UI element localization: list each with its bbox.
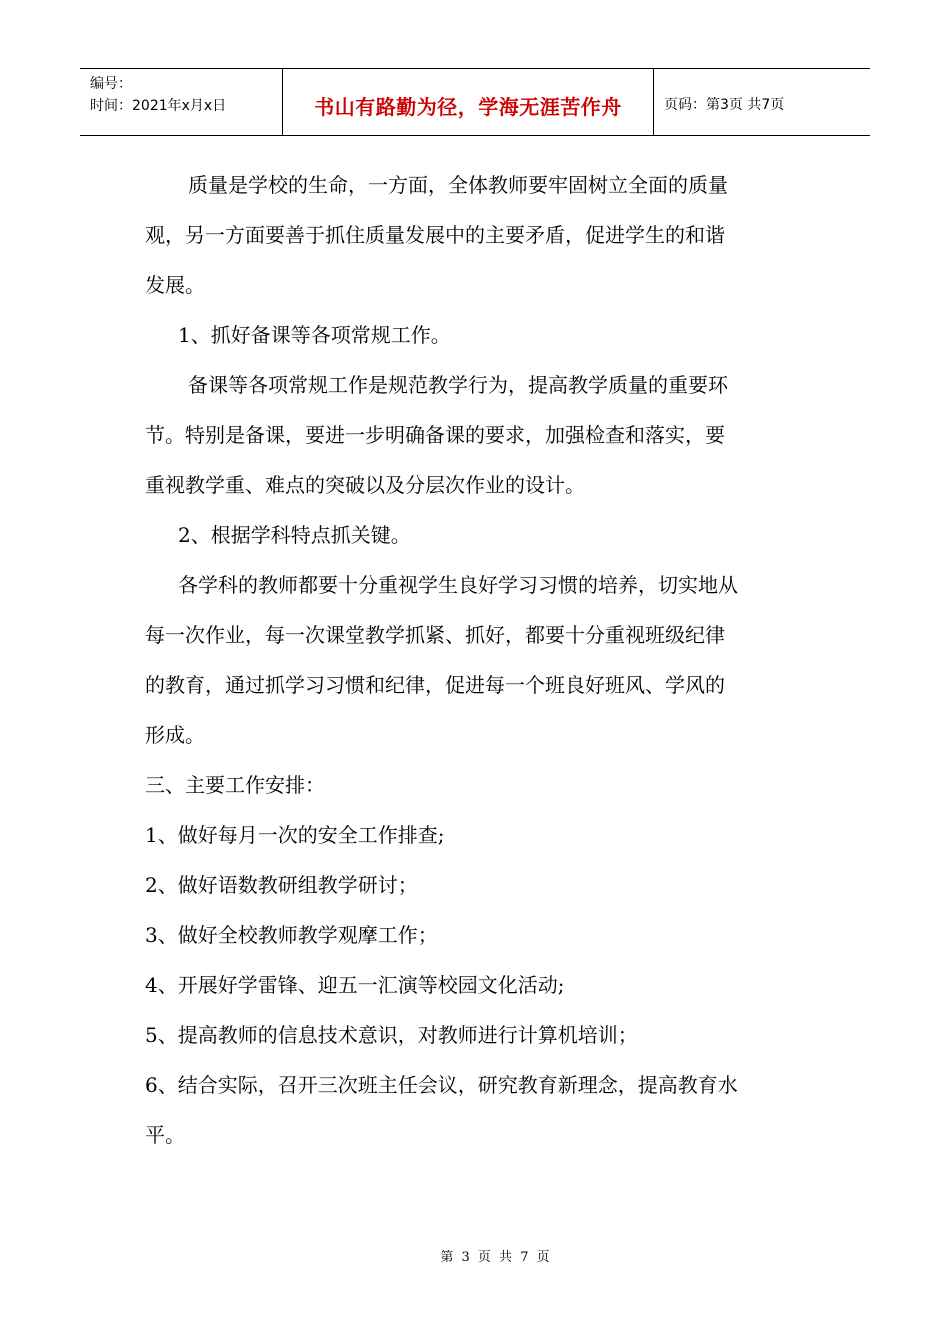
paragraph-line: 各学科的教师都要十分重视学生良好学习习惯的培养，切实地从 [178, 573, 738, 597]
section-heading: 2、根据学科特点抓关键。 [178, 523, 411, 547]
list-item: 平。 [145, 1123, 185, 1147]
paragraph-line: 形成。 [145, 723, 205, 747]
number-label: 编号： [90, 76, 132, 92]
list-item: 5、提高教师的信息技术意识，对教师进行计算机培训； [145, 1023, 638, 1047]
page-footer: 第 3 页 共 7 页 [440, 1250, 550, 1265]
paragraph-line: 的教育，通过抓学习习惯和纪律，促进每一个班良好班风、学风的 [145, 673, 725, 697]
list-item: 2、做好语数教研组教学研讨； [145, 873, 418, 897]
section-heading: 三、主要工作安排： [145, 773, 325, 797]
paragraph-line: 质量是学校的生命，一方面，全体教师要牢固树立全面的质量 [188, 173, 728, 197]
header-page-cell [654, 69, 870, 135]
header-left-cell [80, 69, 282, 135]
list-item: 3、做好全校教师教学观摩工作； [145, 923, 438, 947]
paragraph-line: 重视教学重、难点的突破以及分层次作业的设计。 [145, 473, 585, 497]
list-item: 6、结合实际，召开三次班主任会议，研究教育新理念，提高教育水 [145, 1073, 738, 1097]
list-item: 4、开展好学雷锋、迎五一汇演等校园文化活动; [145, 973, 565, 997]
paragraph-line: 每一次作业，每一次课堂教学抓紧、抓好，都要十分重视班级纪律 [145, 623, 725, 647]
page-info: 页码：第3页 共7页 [664, 97, 785, 113]
paragraph-line: 节。特别是备课，要进一步明确备课的要求，加强检查和落实，要 [145, 423, 725, 447]
header-motto-cell [282, 69, 654, 135]
date-label: 时间：2021年x月x日 [90, 98, 227, 114]
motto-text: 书山有路勤为径，学海无涯苦作舟 [314, 94, 622, 119]
header-table [80, 68, 870, 136]
paragraph-line: 备课等各项常规工作是规范教学行为，提高教学质量的重要环 [188, 373, 728, 397]
paragraph-line: 发展。 [145, 273, 205, 297]
paragraph-line: 观，另一方面要善于抓住质量发展中的主要矛盾，促进学生的和谐 [145, 223, 725, 247]
document-body [145, 160, 815, 1160]
list-item: 1、做好每月一次的安全工作排查; [145, 823, 445, 847]
section-heading: 1、抓好备课等各项常规工作。 [178, 323, 451, 347]
